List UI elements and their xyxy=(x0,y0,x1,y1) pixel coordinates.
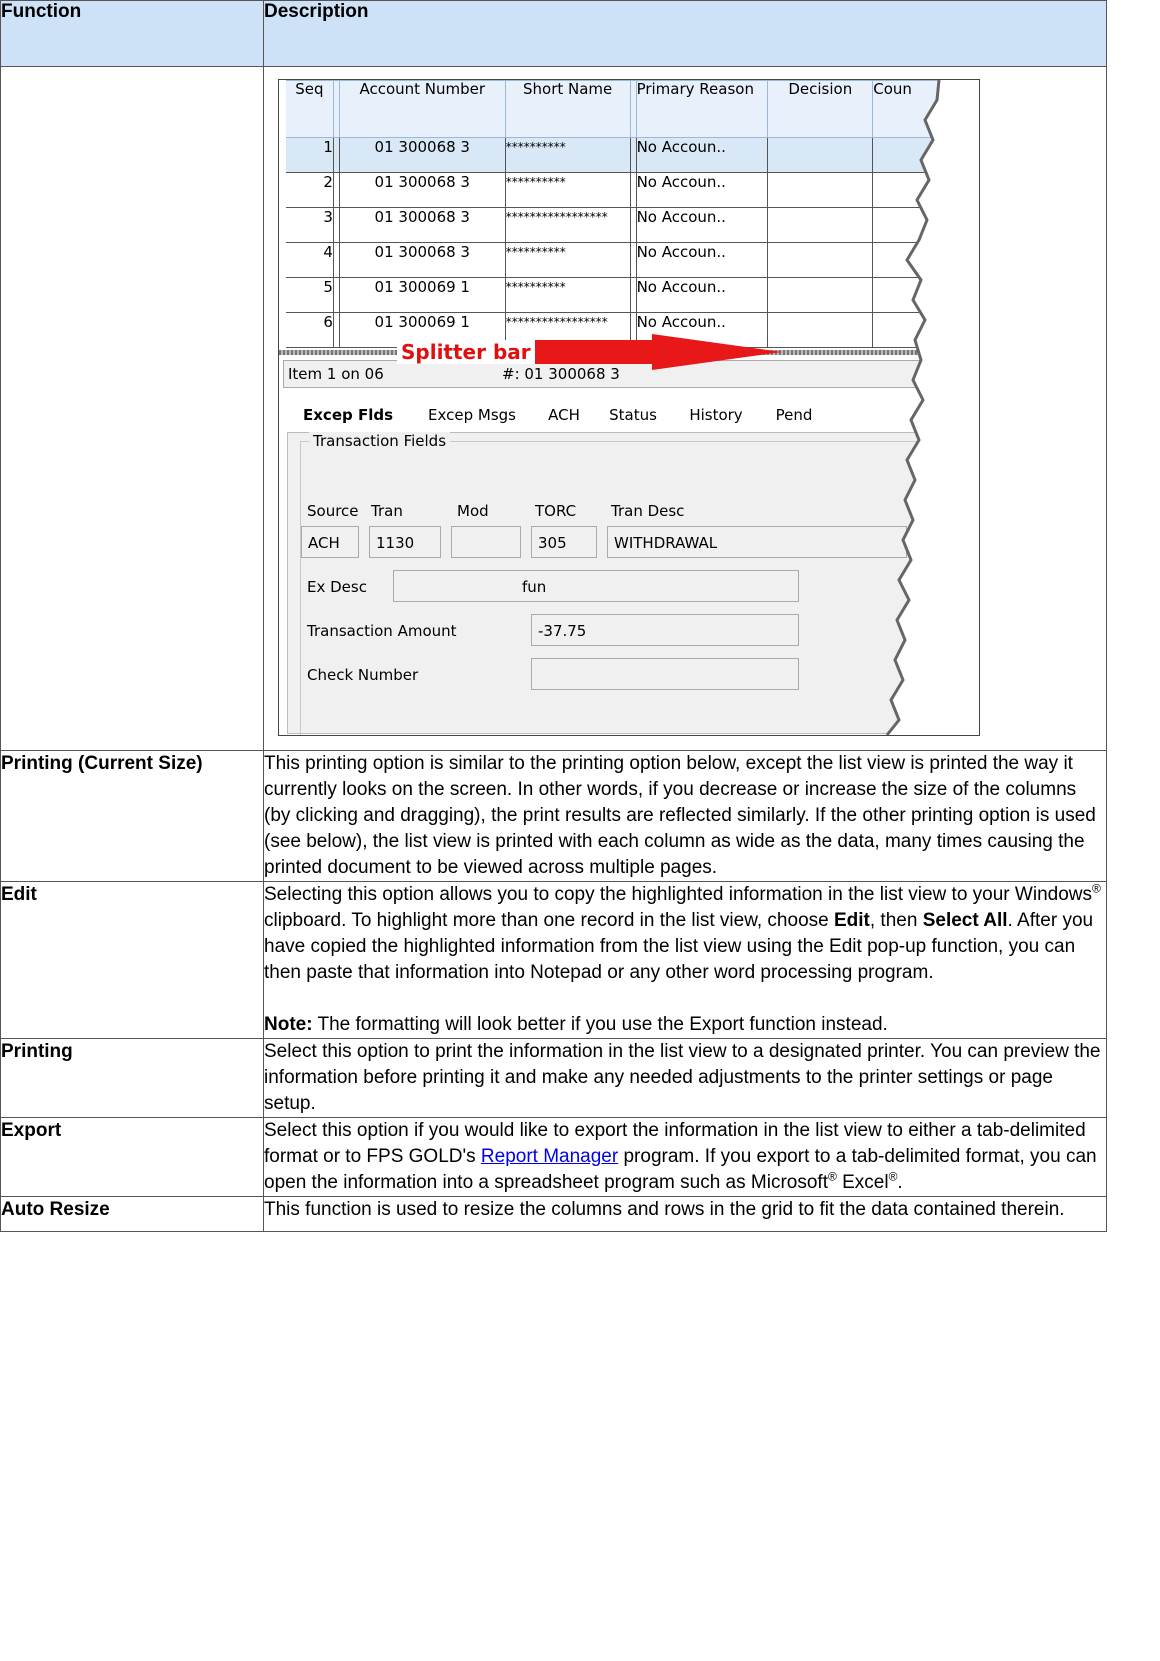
grid-header-seq[interactable]: Seq xyxy=(285,81,333,138)
grid-cell-short-name: ***************** xyxy=(505,313,630,348)
mod-label: Mod xyxy=(457,502,489,520)
grid-header-short-name[interactable]: Short Name xyxy=(505,81,630,138)
transaction-fields-group xyxy=(300,432,961,736)
function-name: Auto Resize xyxy=(1,1197,264,1232)
grid-cell-short-name: ***************** xyxy=(505,208,630,243)
grid-cell-short-name: ********** xyxy=(505,243,630,278)
tab-ach[interactable]: ACH xyxy=(535,398,594,432)
ex-desc-field[interactable]: fun xyxy=(393,570,799,602)
grid-cell-reason: No Accoun.. xyxy=(636,208,768,243)
grid-cell-short-name: ********** xyxy=(505,138,630,173)
description-column-header: Description xyxy=(264,1,1107,67)
function-description xyxy=(264,1118,1107,1197)
grid-cell-reason: No Accoun.. xyxy=(636,278,768,313)
grid-header-primary-reason[interactable]: Primary Reason xyxy=(636,81,768,138)
grid-header-count[interactable]: Coun xyxy=(873,81,979,138)
tran-field[interactable]: 1130 xyxy=(369,526,441,558)
grid-cell-seq: 3 xyxy=(285,208,333,243)
function-description xyxy=(264,882,1107,1039)
grid-cell-seq: 4 xyxy=(285,243,333,278)
transaction-amount-label: Transaction Amount xyxy=(307,622,457,640)
grid-cell-short-name: ********** xyxy=(505,278,630,313)
grid-cell-seq: 2 xyxy=(285,173,333,208)
function-description: This function is used to resize the columns and rows in the grid to fit the data contained therein. xyxy=(264,1197,1107,1232)
table-row xyxy=(1,882,1107,1039)
function-description: This printing option is similar to the printing option below, except the list view is printed the way it currently looks on the screen. In other words, if you decrease or increase the size of the columns (by clicking and dragging), the print results are reflected similarly. If the other printing option is used (see below), the list view is printed with each column as wide as the data, many times causing the printed document to be viewed across multiple pages. xyxy=(264,751,1107,882)
status-account-text: #: 01 300068 3 xyxy=(502,365,620,383)
torc-label: TORC xyxy=(535,502,577,520)
source-field[interactable]: ACH xyxy=(301,526,359,558)
function-cell-empty xyxy=(1,67,264,751)
mod-field[interactable] xyxy=(451,526,521,558)
check-number-field[interactable] xyxy=(531,658,799,690)
table-row xyxy=(1,1118,1107,1197)
torn-edge-icon xyxy=(869,80,979,735)
grid-cell-seq: 5 xyxy=(285,278,333,313)
grid-cell-account: 01 300069 1 xyxy=(339,313,505,348)
splitter-bar-label: Splitter bar xyxy=(397,340,535,364)
function-name: Printing xyxy=(1,1039,264,1118)
status-text: Item 1 on 06 xyxy=(288,365,384,383)
grid-cell-account: 01 300069 1 xyxy=(339,278,505,313)
grid-cell-seq: 6 xyxy=(285,313,333,348)
check-number-label: Check Number xyxy=(307,666,419,684)
tran-label: Tran xyxy=(371,502,403,520)
table-row xyxy=(1,67,1107,751)
grid-cell-account: 01 300068 3 xyxy=(339,243,505,278)
tran-desc-field[interactable]: WITHDRAWAL xyxy=(607,526,907,558)
screenshot-cell xyxy=(264,67,1107,751)
table-header-row xyxy=(1,1,1107,67)
grid-header-decision[interactable]: Decision xyxy=(768,81,873,138)
table-row xyxy=(1,1197,1107,1232)
grid-cell-account: 01 300068 3 xyxy=(339,138,505,173)
tab-excep-msgs[interactable]: Excep Msgs xyxy=(409,398,536,432)
tab-pend[interactable]: Pend xyxy=(759,398,829,432)
edit-note: Note: The formatting will look better if you use the Export function instead. xyxy=(264,1014,888,1035)
grid-cell-reason: No Accoun.. xyxy=(636,138,768,173)
tran-desc-label: Tran Desc xyxy=(611,502,685,520)
source-label: Source xyxy=(307,502,359,520)
grid-cell-account: 01 300068 3 xyxy=(339,173,505,208)
grid-cell-reason: No Accoun.. xyxy=(636,313,768,348)
ex-desc-label: Ex Desc xyxy=(307,578,367,596)
grid-cell-reason: No Accoun.. xyxy=(636,243,768,278)
tab-history[interactable]: History xyxy=(673,398,760,432)
group-title: Transaction Fields xyxy=(309,432,450,450)
grid-header-account[interactable]: Account Number xyxy=(339,81,505,138)
torc-field[interactable]: 305 xyxy=(531,526,597,558)
edit-description: Selecting this option allows you to copy the highlighted information in the list view to your Windows® clipboard. To highlight more than one record in the list view, choose Edit, then Select All. After you have copied the highlighted information from the list view using the Edit pop-up function, you can then paste that information into Notepad or any other word processing program. xyxy=(264,881,1101,983)
grid-cell-seq: 1 xyxy=(285,138,333,173)
grid-cell-account: 01 300068 3 xyxy=(339,208,505,243)
tab-status[interactable]: Status xyxy=(593,398,674,432)
function-name: Export xyxy=(1,1118,264,1197)
grid-cell-reason: No Accoun.. xyxy=(636,173,768,208)
excep-fields-panel xyxy=(287,432,949,734)
tab-excep-flds[interactable]: Excep Flds xyxy=(287,398,410,432)
table-row xyxy=(1,751,1107,882)
function-description: Select this option to print the information in the list view to a designated printer. You can preview the information before printing it and make any needed adjustments to the printer settings or page setup. xyxy=(264,1039,1107,1118)
table-row xyxy=(1,1039,1107,1118)
transaction-amount-field[interactable]: -37.75 xyxy=(531,614,799,646)
list-view-screenshot xyxy=(278,79,980,736)
report-manager-link[interactable]: Report Manager xyxy=(480,1146,619,1167)
function-name: Printing (Current Size) xyxy=(1,751,264,882)
grid-cell-short-name: ********** xyxy=(505,173,630,208)
export-description: Select this option if you would like to export the information in the list view to either a tab-delimited format or to FPS GOLD's Report Manager program. If you export to a tab-delimited format, you can open the information into a spreadsheet program such as Microsoft® Excel®. xyxy=(264,1120,1097,1193)
function-name: Edit xyxy=(1,882,264,1039)
function-column-header: Function xyxy=(1,1,264,67)
